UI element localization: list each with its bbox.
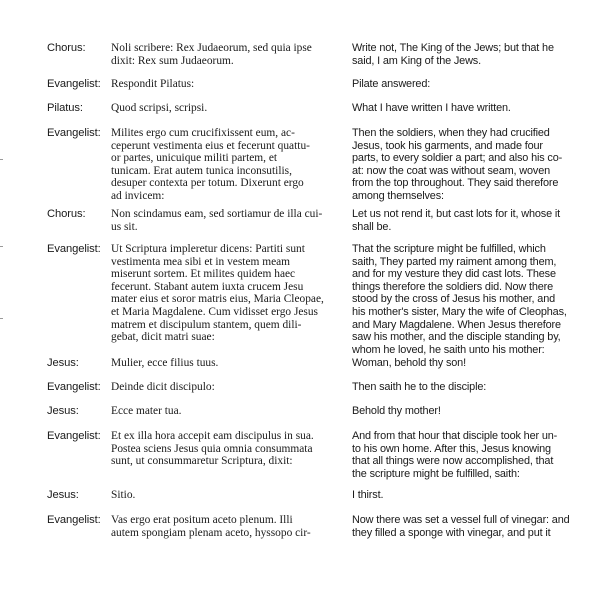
speaker-label: Evangelist: xyxy=(47,127,101,139)
speaker-label: Evangelist: xyxy=(47,430,101,442)
english-text: Then saith he to the disciple: xyxy=(352,381,487,393)
latin-text: Non scindamus eam, sed sortiamur de illa cui- us sit. xyxy=(111,208,323,233)
speaker-label: Evangelist: xyxy=(47,381,101,393)
latin-text: Noli scribere: Rex Judaeorum, sed quia ipse dixit: Rex sum Judaeorum. xyxy=(111,42,312,67)
scan-edge-mark xyxy=(0,318,3,319)
english-text: Then the soldiers, when they had crucified Jesus, took his garments, and made four parts, to every soldier a part; and also his co- at: now the coat was without seam, woven from the top throughout. They said therefore among themselves: xyxy=(352,127,563,202)
latin-text: Ut Scriptura impleretur dicens: Partiti sunt vestimenta mea sibi et in vestem meam miserunt sortem. Et milites quidem haec fecerunt. Stabant autem iuxta crucem Jesu mater eius et soror matris eius, Maria Cleopae, et Maria Magdalene. Cum vidisset ergo Jesus matrem et discipulum stantem, quem dili- gebat, dicit matri suae: xyxy=(111,243,324,344)
speaker-label: Jesus: xyxy=(47,357,79,369)
latin-text: Ecce mater tua. xyxy=(111,405,182,417)
latin-text: Deinde dicit discipulo: xyxy=(111,381,215,393)
english-text: Pilate answered: xyxy=(352,78,431,90)
english-text: Woman, behold thy son! xyxy=(352,357,466,369)
latin-text: Et ex illa hora accepit eam discipulus in sua. Postea sciens Jesus quia omnia consummata sunt, ut consummaretur Scriptura, dixit: xyxy=(111,430,314,468)
speaker-label: Chorus: xyxy=(47,42,86,54)
scan-edge-mark xyxy=(0,246,3,247)
english-text: Let us not rend it, but cast lots for it, whose it shall be. xyxy=(352,208,560,233)
speaker-label: Evangelist: xyxy=(47,243,101,255)
speaker-label: Pilatus: xyxy=(47,102,83,114)
speaker-label: Jesus: xyxy=(47,489,79,501)
latin-text: Respondit Pilatus: xyxy=(111,78,195,90)
english-text: Write not, The King of the Jews; but that he said, I am King of the Jews. xyxy=(352,42,554,67)
speaker-label: Jesus: xyxy=(47,405,79,417)
latin-text: Vas ergo erat positum aceto plenum. Illi autem spongiam plenam aceto, hyssopo cir- xyxy=(111,514,311,539)
speaker-label: Chorus: xyxy=(47,208,86,220)
english-text: What I have written I have written. xyxy=(352,102,511,114)
english-text: That the scripture might be fulfilled, which saith, They parted my raiment among them, and for my vesture they did cast lots. These things therefore the soldiers did. Now there stood by the cross of Jesus his mother, and his mother's sister, Mary the wife of Cleophas, and Mary Magdalene. When Jesus therefore saw his mother, and the disciple standing by, whom he loved, he saith unto his mother: xyxy=(352,243,567,356)
latin-text: Sitio. xyxy=(111,489,136,501)
speaker-label: Evangelist: xyxy=(47,514,101,526)
scan-edge-mark xyxy=(0,159,3,160)
english-text: Behold thy mother! xyxy=(352,405,441,417)
latin-text: Milites ergo cum crucifixissent eum, ac- ceperunt vestimenta eius et fecerunt quattu- or partes, unicuique militi partem, et tunicam. Erat autem tunica inconsutilis, desuper contexta per totum. Dixerunt ergo ad invicem: xyxy=(111,127,310,202)
latin-text: Mulier, ecce filius tuus. xyxy=(111,357,219,369)
english-text: Now there was set a vessel full of vinegar: and they filled a sponge with vinegar, and put it xyxy=(352,514,570,539)
english-text: I thirst. xyxy=(352,489,384,501)
english-text: And from that hour that disciple took her un- to his own home. After this, Jesus knowing that all things were now accomplished, that the scripture might be fulfilled, saith: xyxy=(352,430,558,480)
latin-text: Quod scripsi, scripsi. xyxy=(111,102,208,114)
speaker-label: Evangelist: xyxy=(47,78,101,90)
